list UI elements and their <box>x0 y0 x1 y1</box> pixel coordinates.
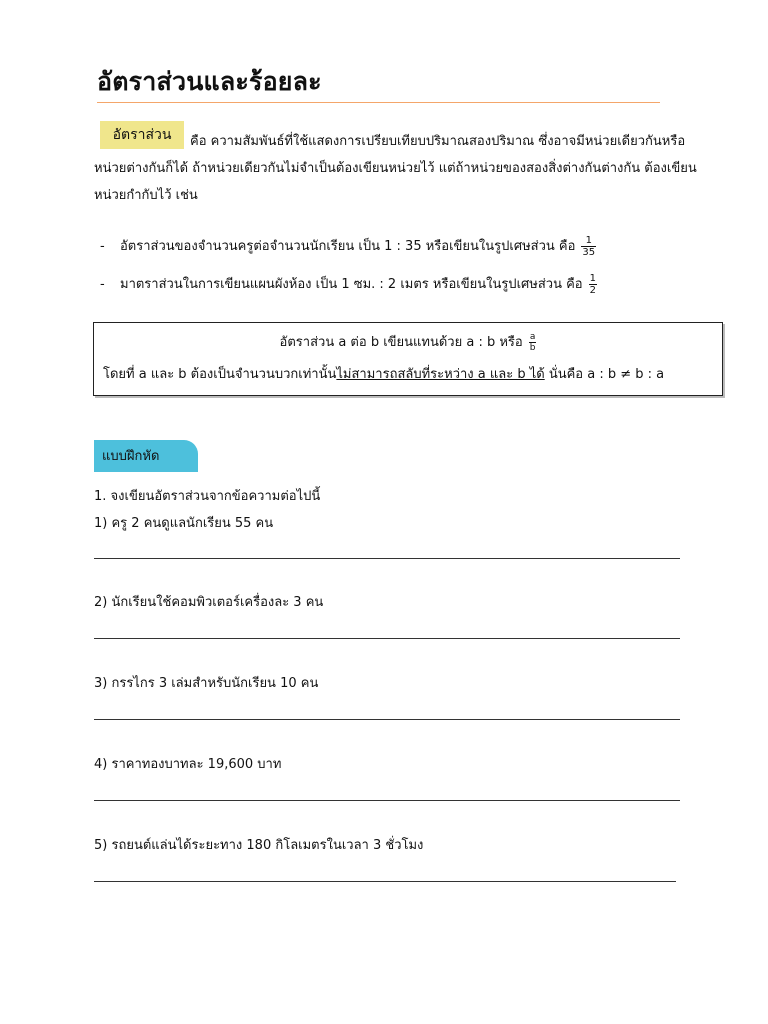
definition-line-1 <box>94 331 722 353</box>
intro-line-2: หน่วยต่างกันก็ได้ ถ้าหน่วยเดียวกันไม่จำเป็นต้องเขียนหน่วยไว้ แต่ถ้าหน่วยของสองสิ่งต่างกันต่างกัน ต้องเขียน <box>94 161 697 176</box>
question-2: 2) นักเรียนใช้คอมพิวเตอร์เครื่องละ 3 คน <box>94 595 324 610</box>
example-text: มาตราส่วนในการเขียนแผนผังห้อง เป็น 1 ซม. : 2 เมตร หรือเขียนในรูปเศษส่วน คือ <box>120 277 583 292</box>
example-item <box>100 235 596 258</box>
definition-line-2 <box>103 363 664 384</box>
fraction-numerator: a <box>529 332 536 342</box>
question-5: 5) รถยนต์แล่นได้ระยะทาง 180 กิโลเมตรในเวลา 3 ชั่วโมง <box>94 838 424 853</box>
answer-line-1[interactable] <box>94 558 680 559</box>
title-underline <box>97 102 660 103</box>
definition-tag: อัตราส่วน <box>100 121 184 149</box>
example-dash: - <box>100 277 105 292</box>
intro-paragraph <box>94 128 714 209</box>
definition-line-1-text: อัตราส่วน a ต่อ b เขียนแทนด้วย a : b หรือ <box>279 335 523 350</box>
exercise-instruction: 1. จงเขียนอัตราส่วนจากข้อความต่อไปนี้ <box>94 489 321 504</box>
fraction-numerator: 1 <box>589 273 596 284</box>
fraction-numerator: 1 <box>585 235 592 246</box>
example-item <box>100 273 597 296</box>
example-text: อัตราส่วนของจำนวนครูต่อจำนวนนักเรียน เป็น 1 : 35 หรือเขียนในรูปเศษส่วน คือ <box>120 239 576 254</box>
definition-box <box>93 322 723 396</box>
intro-line-3: หน่วยกำกับไว้ เช่น <box>94 188 198 203</box>
answer-line-2[interactable] <box>94 638 680 639</box>
fraction-denominator: 2 <box>589 285 596 296</box>
exercise-tab: แบบฝึกหัด <box>94 440 198 472</box>
answer-line-5[interactable] <box>94 881 676 882</box>
intro-line-1-text: คือ ความสัมพันธ์ที่ใช้แสดงการเปรียบเทียบปริมาณสองปริมาณ ซึ่งอาจมีหน่วยเดียวกันหรือ <box>190 134 686 149</box>
question-1: 1) ครู 2 คนดูแลนักเรียน 55 คน <box>94 516 274 531</box>
fraction <box>581 235 596 258</box>
definition-fraction <box>529 332 537 353</box>
definition-conclusion: นั่นคือ a : b ≠ b : a <box>544 367 665 382</box>
example-dash: - <box>100 239 105 254</box>
definition-condition: โดยที่ a และ b ต้องเป็นจำนวนบวกเท่านั้น <box>103 367 337 382</box>
fraction <box>589 273 597 296</box>
definition-underlined-rule: ไม่สามารถสลับที่ระหว่าง a และ b ได้ <box>336 367 545 382</box>
question-3: 3) กรรไกร 3 เล่มสำหรับนักเรียน 10 คน <box>94 676 319 691</box>
page-title: อัตราส่วนและร้อยละ <box>97 67 322 96</box>
fraction-denominator: b <box>529 343 536 353</box>
fraction-denominator: 35 <box>582 247 596 258</box>
answer-line-3[interactable] <box>94 719 680 720</box>
answer-line-4[interactable] <box>94 800 680 801</box>
question-4: 4) ราคาทองบาทละ 19,600 บาท <box>94 757 282 772</box>
intro-line-1 <box>94 128 714 155</box>
